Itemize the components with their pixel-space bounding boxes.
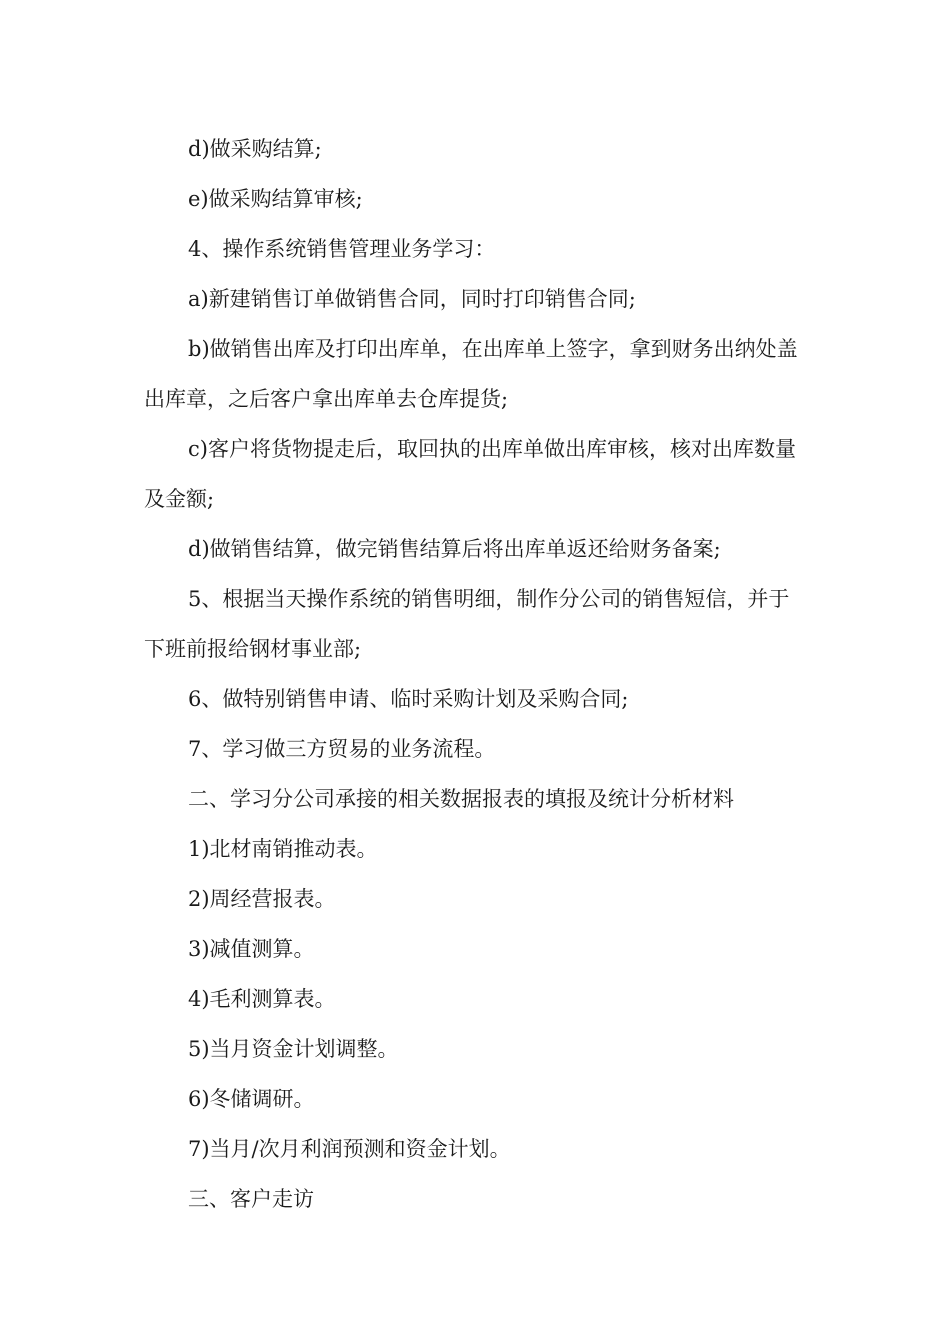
paragraph: 7、学习做三方贸易的业务流程。 [188, 737, 496, 761]
paragraph: 7)当月/次月利润预测和资金计划。 [188, 1137, 511, 1161]
paragraph: 5、根据当天操作系统的销售明细，制作分公司的销售短信，并于下班前报给钢材事业部; [144, 587, 790, 661]
paragraph: e)做采购结算审核; [188, 187, 363, 211]
paragraph: 4、操作系统销售管理业务学习： [188, 237, 496, 261]
paragraph: 5)当月资金计划调整。 [188, 1037, 399, 1061]
section-heading: 三、客户走访 [188, 1187, 314, 1211]
paragraph: 3)减值测算。 [188, 937, 315, 961]
paragraph: a)新建销售订单做销售合同，同时打印销售合同; [188, 287, 636, 311]
paragraph: 1)北材南销推动表。 [188, 837, 378, 861]
section-heading: 二、学习分公司承接的相关数据报表的填报及统计分析材料 [188, 787, 734, 811]
paragraph: 2)周经营报表。 [188, 887, 336, 911]
paragraph: d)做采购结算; [188, 137, 322, 161]
document-body [144, 124, 808, 1224]
paragraph: b)做销售出库及打印出库单，在出库单上签字，拿到财务出纳处盖出库章，之后客户拿出库单去仓库提货; [144, 337, 798, 411]
paragraph: 6)冬储调研。 [188, 1087, 315, 1111]
paragraph: 6、做特别销售申请、临时采购计划及采购合同; [188, 687, 629, 711]
paragraph: 4)毛利测算表。 [188, 987, 336, 1011]
paragraph: d)做销售结算，做完销售结算后将出库单返还给财务备案; [188, 537, 721, 561]
paragraph: c)客户将货物提走后，取回执的出库单做出库审核，核对出库数量及金额; [144, 437, 796, 511]
